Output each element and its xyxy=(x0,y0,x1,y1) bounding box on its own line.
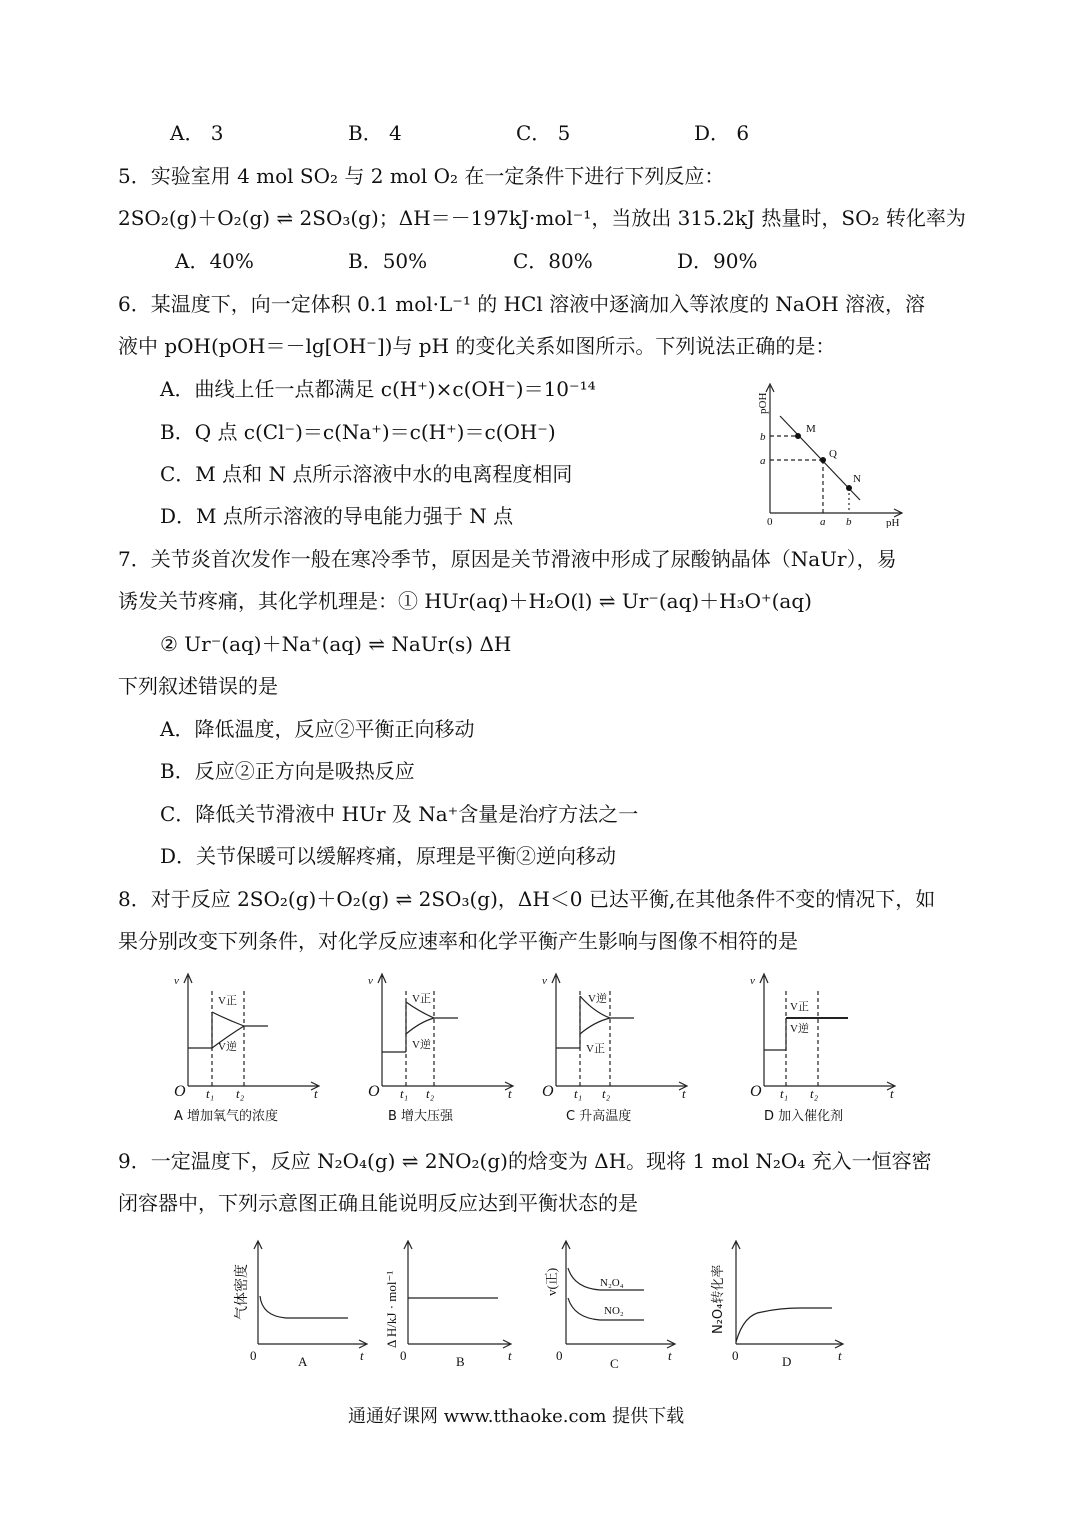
q8b-caption: B 增大压强 xyxy=(388,1109,454,1124)
q9b-t: t xyxy=(508,1348,512,1363)
q6-origin: 0 xyxy=(767,516,773,528)
q8b-v-axis: v xyxy=(368,975,373,987)
q6-tick-a-x: a xyxy=(820,516,826,528)
q6-stem-line2: 液中 pOH(pOH＝－lg[OH⁻])与 pH 的变化关系如图所示。下列说法正确的是： xyxy=(118,334,836,358)
q6-tick-a-y: a xyxy=(760,455,766,467)
q6-point-q: Q xyxy=(829,448,837,460)
q9d-t: t xyxy=(838,1348,842,1363)
q4-option-b: B． 4 xyxy=(348,121,402,145)
q9-stem-line1: 9．一定温度下，反应 N₂O₄(g) ⇌ 2NO₂(g)的焓变为 ΔH。现将 1 mol N₂O₄ 充入一恒容密 xyxy=(118,1149,932,1173)
q8a-t-axis: t xyxy=(314,1086,318,1101)
q9c-t: t xyxy=(668,1348,672,1363)
q7-stem-line2: 诱发关节疼痛，其化学机理是：① HUr(aq)＋H₂O(l) ⇌ Ur⁻(aq)＋H₃O⁺(aq) xyxy=(118,589,812,613)
q6-option-d: D．M 点所示溶液的导电能力强于 N 点 xyxy=(160,504,514,528)
q9b-zero: 0 xyxy=(400,1348,407,1363)
q6-tick-b-x: b xyxy=(846,516,852,528)
q8-stem-line2: 果分别改变下列条件，对化学反应速率和化学平衡产生影响与图像不相符的是 xyxy=(118,929,798,953)
q7-option-b: B．反应②正方向是吸热反应 xyxy=(160,759,415,783)
q9d-ylabel: N₂O₄转化率 xyxy=(711,1264,726,1334)
q9d-zero: 0 xyxy=(732,1348,739,1363)
q6-xlabel: pH xyxy=(886,517,900,528)
q6-point-m: M xyxy=(806,423,816,435)
q5-stem-line2: 2SO₂(g)＋O₂(g) ⇌ 2SO₃(g)；ΔH＝－197kJ·mol⁻¹，当放出 315.2kJ 热量时，SO₂ 转化率为 xyxy=(118,206,966,230)
q8c-t-axis: t xyxy=(682,1086,686,1101)
q9c-curve-no2: NO₂ xyxy=(604,1305,624,1317)
q8d-bottom-label: V逆 xyxy=(790,1023,809,1035)
q8c-caption: C 升高温度 xyxy=(566,1109,632,1124)
q9c-ylabel: v(正) xyxy=(544,1267,559,1296)
q6-option-a: A．曲线上任一点都满足 c(H⁺)×c(OH⁻)＝10⁻¹⁴ xyxy=(160,377,596,401)
q8-graph-d xyxy=(744,968,914,1128)
q5-option-d: D．90% xyxy=(677,249,758,273)
q9c-zero: 0 xyxy=(556,1348,563,1363)
q8b-top-label: V正 xyxy=(412,993,431,1005)
q9-graph-a xyxy=(226,1236,376,1376)
q9a-zero: 0 xyxy=(250,1348,257,1363)
q8b-origin: O xyxy=(368,1083,380,1100)
q9a-t: t xyxy=(360,1348,364,1363)
q8b-t1: t₁ xyxy=(400,1086,409,1101)
q4-option-c: C． 5 xyxy=(516,121,571,145)
q4-option-d: D． 6 xyxy=(694,121,750,145)
q8a-bottom-label: V逆 xyxy=(218,1041,237,1053)
q6-option-b: B．Q 点 c(Cl⁻)＝c(Na⁺)＝c(H⁺)＝c(OH⁻) xyxy=(160,420,556,444)
q8d-origin: O xyxy=(750,1083,762,1100)
q9d-letter: D xyxy=(782,1354,792,1369)
q7-reaction-2: ② Ur⁻(aq)＋Na⁺(aq) ⇌ NaUr(s) ΔH xyxy=(160,632,512,656)
q8c-v-axis: v xyxy=(542,975,547,987)
q8b-t-axis: t xyxy=(508,1086,512,1101)
q8d-t2: t₂ xyxy=(810,1086,819,1101)
q9-stem-line2: 闭容器中，下列示意图正确且能说明反应达到平衡状态的是 xyxy=(118,1191,638,1215)
q8c-bottom-label: V正 xyxy=(586,1043,605,1055)
q8a-origin: O xyxy=(174,1083,186,1100)
q8d-v-axis: v xyxy=(750,975,755,987)
q6-point-n: N xyxy=(853,473,861,485)
q9c-letter: C xyxy=(610,1356,619,1371)
q8d-t-axis: t xyxy=(890,1086,894,1101)
q9-graph-d xyxy=(700,1236,850,1376)
q7-prompt: 下列叙述错误的是 xyxy=(118,674,278,698)
q8c-t2: t₂ xyxy=(602,1086,611,1101)
q6-stem-line1: 6．某温度下，向一定体积 0.1 mol·L⁻¹ 的 HCl 溶液中逐滴加入等浓度的 NaOH 溶液，溶 xyxy=(118,292,926,316)
q7-option-c: C．降低关节滑液中 HUr 及 Na⁺含量是治疗方法之一 xyxy=(160,802,639,826)
q8d-t1: t₁ xyxy=(780,1086,789,1101)
q5-option-a: A．40% xyxy=(175,249,254,273)
q8-graph-b xyxy=(362,968,532,1128)
q7-option-d: D．关节保暖可以缓解疼痛，原理是平衡②逆向移动 xyxy=(160,844,617,868)
q6-tick-b-y: b xyxy=(760,431,766,443)
q9a-ylabel: 气体密度 xyxy=(234,1264,250,1320)
q8b-t2: t₂ xyxy=(426,1086,435,1101)
q8c-top-label: V逆 xyxy=(588,993,607,1005)
q7-option-a: A．降低温度，反应②平衡正向移动 xyxy=(160,717,475,741)
q5-stem-line1: 5．实验室用 4 mol SO₂ 与 2 mol O₂ 在一定条件下进行下列反应： xyxy=(118,164,725,188)
q8a-caption: A 增加氧气的浓度 xyxy=(174,1109,279,1124)
q8d-caption: D 加入催化剂 xyxy=(764,1109,844,1124)
footer-source: 通通好课网 www.tthaoke.com 提供下载 xyxy=(348,1406,685,1427)
q6-poh-ph-graph xyxy=(750,378,910,528)
q6-option-c: C．M 点和 N 点所示溶液中水的电离程度相同 xyxy=(160,462,573,486)
q6-ylabel: pOH xyxy=(757,392,769,414)
q9-graph-c xyxy=(540,1236,690,1376)
q8a-v-axis: v xyxy=(174,975,179,987)
q9b-ylabel: Δ H/kJ · mol⁻¹ xyxy=(384,1270,399,1348)
q5-option-b: B．50% xyxy=(348,249,428,273)
q8a-t1: t₁ xyxy=(206,1086,215,1101)
q4-option-a: A． 3 xyxy=(170,121,224,145)
q9c-curve-n2o4: N₂O₄ xyxy=(600,1277,624,1289)
q8b-bottom-label: V逆 xyxy=(412,1039,431,1051)
q9a-letter: A xyxy=(298,1354,308,1369)
q8-graph-c xyxy=(536,968,706,1128)
q8c-t1: t₁ xyxy=(574,1086,583,1101)
q8c-origin: O xyxy=(542,1083,554,1100)
q8-graph-a xyxy=(168,968,338,1128)
q9b-letter: B xyxy=(456,1354,465,1369)
q8d-top-label: V正 xyxy=(790,1001,809,1013)
q8a-t2: t₂ xyxy=(236,1086,245,1101)
q7-stem-line1: 7．关节炎首次发作一般在寒冷季节，原因是关节滑液中形成了尿酸钠晶体（NaUr），易 xyxy=(118,547,897,571)
q5-option-c: C．80% xyxy=(513,249,593,273)
q8a-top-label: V正 xyxy=(218,995,237,1007)
q9-graph-b xyxy=(370,1236,520,1376)
q8-stem-line1: 8．对于反应 2SO₂(g)＋O₂(g) ⇌ 2SO₃(g)，ΔH＜0 已达平衡,在其他条件不变的情况下，如 xyxy=(118,887,936,911)
